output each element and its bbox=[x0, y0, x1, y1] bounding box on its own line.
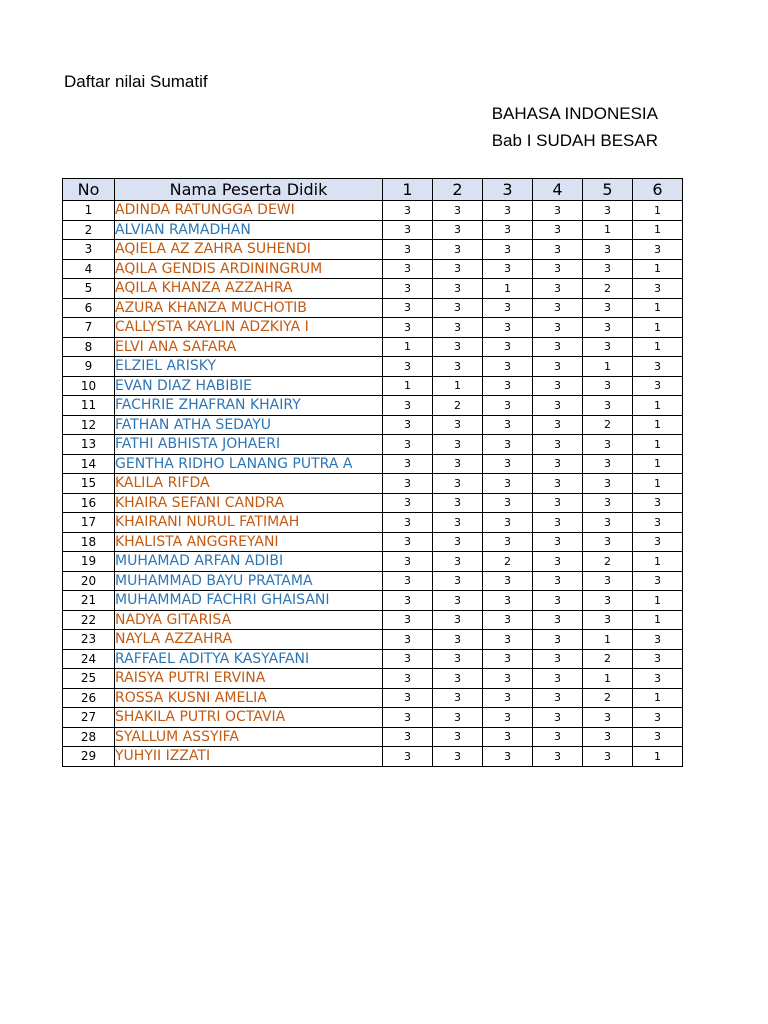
score-cell-5: 3 bbox=[583, 454, 633, 474]
score-cell-2: 3 bbox=[433, 513, 483, 533]
score-cell-5: 3 bbox=[583, 727, 633, 747]
score-cell-5: 3 bbox=[583, 610, 633, 630]
score-cell-1: 3 bbox=[383, 415, 433, 435]
score-cell-3: 3 bbox=[483, 727, 533, 747]
header-score-6: 6 bbox=[633, 179, 683, 201]
score-cell-1: 3 bbox=[383, 727, 433, 747]
score-cell-1: 3 bbox=[383, 240, 433, 260]
score-cell-4: 3 bbox=[533, 649, 583, 669]
student-name: KALILA RIFDA bbox=[115, 474, 383, 494]
score-cell-2: 3 bbox=[433, 630, 483, 650]
table-row bbox=[63, 552, 683, 572]
score-cell-6: 1 bbox=[633, 298, 683, 318]
score-cell-6: 1 bbox=[633, 435, 683, 455]
score-cell-4: 3 bbox=[533, 610, 583, 630]
score-cell-6: 1 bbox=[633, 591, 683, 611]
table-row bbox=[63, 220, 683, 240]
score-cell-5: 3 bbox=[583, 376, 633, 396]
score-cell-2: 3 bbox=[433, 240, 483, 260]
score-cell-6: 1 bbox=[633, 552, 683, 572]
score-cell-3: 3 bbox=[483, 591, 533, 611]
score-cell-5: 2 bbox=[583, 552, 633, 572]
score-cell-1: 1 bbox=[383, 337, 433, 357]
student-name: MUHAMMAD FACHRI GHAISANI bbox=[115, 591, 383, 611]
score-cell-2: 3 bbox=[433, 708, 483, 728]
header-score-1: 1 bbox=[383, 179, 433, 201]
score-cell-1: 3 bbox=[383, 708, 433, 728]
student-name: ELVI ANA SAFARA bbox=[115, 337, 383, 357]
table-row bbox=[63, 376, 683, 396]
score-cell-3: 3 bbox=[483, 747, 533, 767]
table-row bbox=[63, 747, 683, 767]
table-row bbox=[63, 630, 683, 650]
score-cell-2: 3 bbox=[433, 357, 483, 377]
score-cell-5: 3 bbox=[583, 532, 633, 552]
score-cell-1: 3 bbox=[383, 649, 433, 669]
score-cell-3: 3 bbox=[483, 630, 533, 650]
table-row bbox=[63, 435, 683, 455]
row-number: 17 bbox=[63, 513, 115, 533]
student-name: FATHAN ATHA SEDAYU bbox=[115, 415, 383, 435]
score-cell-6: 1 bbox=[633, 688, 683, 708]
table-row bbox=[63, 727, 683, 747]
score-cell-5: 2 bbox=[583, 415, 633, 435]
table-row bbox=[63, 493, 683, 513]
score-cell-2: 3 bbox=[433, 415, 483, 435]
score-cell-6: 3 bbox=[633, 513, 683, 533]
score-cell-1: 3 bbox=[383, 610, 433, 630]
table-row bbox=[63, 201, 683, 221]
header-score-2: 2 bbox=[433, 179, 483, 201]
score-cell-3: 3 bbox=[483, 357, 533, 377]
score-cell-2: 3 bbox=[433, 591, 483, 611]
score-cell-3: 3 bbox=[483, 493, 533, 513]
score-cell-3: 3 bbox=[483, 708, 533, 728]
score-cell-6: 1 bbox=[633, 415, 683, 435]
score-cell-1: 3 bbox=[383, 318, 433, 338]
score-cell-2: 3 bbox=[433, 552, 483, 572]
score-cell-1: 3 bbox=[383, 454, 433, 474]
score-cell-2: 3 bbox=[433, 571, 483, 591]
row-number: 22 bbox=[63, 610, 115, 630]
score-cell-4: 3 bbox=[533, 454, 583, 474]
score-cell-4: 3 bbox=[533, 279, 583, 299]
student-name: RAFFAEL ADITYA KASYAFANI bbox=[115, 649, 383, 669]
score-cell-3: 3 bbox=[483, 318, 533, 338]
score-cell-5: 3 bbox=[583, 571, 633, 591]
score-cell-3: 3 bbox=[483, 513, 533, 533]
score-cell-1: 3 bbox=[383, 259, 433, 279]
score-cell-2: 3 bbox=[433, 610, 483, 630]
score-cell-6: 1 bbox=[633, 318, 683, 338]
score-cell-2: 3 bbox=[433, 337, 483, 357]
score-cell-2: 1 bbox=[433, 376, 483, 396]
score-cell-2: 3 bbox=[433, 747, 483, 767]
score-cell-6: 1 bbox=[633, 610, 683, 630]
score-cell-1: 3 bbox=[383, 747, 433, 767]
score-cell-6: 1 bbox=[633, 454, 683, 474]
score-cell-4: 3 bbox=[533, 552, 583, 572]
row-number: 20 bbox=[63, 571, 115, 591]
score-cell-1: 3 bbox=[383, 571, 433, 591]
header-name: Nama Peserta Didik bbox=[115, 179, 383, 201]
student-name: ELZIEL ARISKY bbox=[115, 357, 383, 377]
score-cell-3: 3 bbox=[483, 571, 533, 591]
score-cell-6: 1 bbox=[633, 337, 683, 357]
student-name: ROSSA KUSNI AMELIA bbox=[115, 688, 383, 708]
table-row bbox=[63, 454, 683, 474]
row-number: 13 bbox=[63, 435, 115, 455]
score-cell-4: 3 bbox=[533, 376, 583, 396]
row-number: 5 bbox=[63, 279, 115, 299]
row-number: 25 bbox=[63, 669, 115, 689]
score-cell-2: 3 bbox=[433, 298, 483, 318]
row-number: 27 bbox=[63, 708, 115, 728]
row-number: 18 bbox=[63, 532, 115, 552]
score-cell-2: 3 bbox=[433, 649, 483, 669]
grades-table bbox=[62, 178, 683, 767]
row-number: 23 bbox=[63, 630, 115, 650]
table-row bbox=[63, 337, 683, 357]
row-number: 21 bbox=[63, 591, 115, 611]
student-name: AQILA GENDIS ARDININGRUM bbox=[115, 259, 383, 279]
score-cell-3: 3 bbox=[483, 474, 533, 494]
score-cell-5: 3 bbox=[583, 493, 633, 513]
score-cell-3: 3 bbox=[483, 376, 533, 396]
table-row bbox=[63, 415, 683, 435]
score-cell-4: 3 bbox=[533, 474, 583, 494]
score-cell-5: 3 bbox=[583, 435, 633, 455]
score-cell-4: 3 bbox=[533, 532, 583, 552]
table-row bbox=[63, 474, 683, 494]
score-cell-5: 3 bbox=[583, 591, 633, 611]
table-row bbox=[63, 688, 683, 708]
score-cell-4: 3 bbox=[533, 708, 583, 728]
score-cell-3: 3 bbox=[483, 396, 533, 416]
row-number: 8 bbox=[63, 337, 115, 357]
score-cell-3: 3 bbox=[483, 337, 533, 357]
score-cell-4: 3 bbox=[533, 727, 583, 747]
score-cell-4: 3 bbox=[533, 357, 583, 377]
score-cell-6: 1 bbox=[633, 474, 683, 494]
score-cell-3: 3 bbox=[483, 688, 533, 708]
row-number: 29 bbox=[63, 747, 115, 767]
score-cell-6: 1 bbox=[633, 396, 683, 416]
student-name: MUHAMAD ARFAN ADIBI bbox=[115, 552, 383, 572]
score-cell-6: 3 bbox=[633, 357, 683, 377]
student-name: SYALLUM ASSYIFA bbox=[115, 727, 383, 747]
score-cell-5: 3 bbox=[583, 747, 633, 767]
score-cell-4: 3 bbox=[533, 415, 583, 435]
score-cell-6: 1 bbox=[633, 201, 683, 221]
chapter-name: Bab I SUDAH BESAR bbox=[491, 131, 658, 150]
table-row bbox=[63, 532, 683, 552]
score-cell-5: 3 bbox=[583, 298, 633, 318]
score-cell-5: 3 bbox=[583, 337, 633, 357]
student-name: FACHRIE ZHAFRAN KHAIRY bbox=[115, 396, 383, 416]
table-row bbox=[63, 279, 683, 299]
score-cell-5: 3 bbox=[583, 201, 633, 221]
student-name: AQIELA AZ ZAHRA SUHENDI bbox=[115, 240, 383, 260]
score-cell-2: 3 bbox=[433, 454, 483, 474]
score-cell-4: 3 bbox=[533, 630, 583, 650]
score-cell-6: 3 bbox=[633, 279, 683, 299]
score-cell-2: 3 bbox=[433, 474, 483, 494]
score-cell-6: 3 bbox=[633, 630, 683, 650]
student-name: ALVIAN RAMADHAN bbox=[115, 220, 383, 240]
table-row bbox=[63, 259, 683, 279]
row-number: 11 bbox=[63, 396, 115, 416]
table-row bbox=[63, 240, 683, 260]
row-number: 10 bbox=[63, 376, 115, 396]
score-cell-4: 3 bbox=[533, 396, 583, 416]
score-cell-1: 3 bbox=[383, 532, 433, 552]
score-cell-4: 3 bbox=[533, 591, 583, 611]
score-cell-2: 3 bbox=[433, 493, 483, 513]
score-cell-1: 3 bbox=[383, 688, 433, 708]
score-cell-6: 1 bbox=[633, 220, 683, 240]
score-cell-3: 3 bbox=[483, 259, 533, 279]
score-cell-6: 1 bbox=[633, 747, 683, 767]
score-cell-6: 3 bbox=[633, 493, 683, 513]
table-row bbox=[63, 669, 683, 689]
table-row bbox=[63, 298, 683, 318]
score-cell-4: 3 bbox=[533, 240, 583, 260]
score-cell-6: 3 bbox=[633, 571, 683, 591]
table-row bbox=[63, 591, 683, 611]
table-row bbox=[63, 396, 683, 416]
score-cell-5: 3 bbox=[583, 259, 633, 279]
score-cell-6: 1 bbox=[633, 259, 683, 279]
student-name: SHAKILA PUTRI OCTAVIA bbox=[115, 708, 383, 728]
score-cell-5: 3 bbox=[583, 513, 633, 533]
student-name: FATHI ABHISTA JOHAERI bbox=[115, 435, 383, 455]
score-cell-3: 3 bbox=[483, 532, 533, 552]
score-cell-5: 1 bbox=[583, 357, 633, 377]
score-cell-4: 3 bbox=[533, 318, 583, 338]
header-score-3: 3 bbox=[483, 179, 533, 201]
row-number: 26 bbox=[63, 688, 115, 708]
score-cell-5: 2 bbox=[583, 688, 633, 708]
score-cell-1: 3 bbox=[383, 474, 433, 494]
score-cell-5: 2 bbox=[583, 279, 633, 299]
student-name: NADYA GITARISA bbox=[115, 610, 383, 630]
score-cell-2: 3 bbox=[433, 220, 483, 240]
score-cell-5: 3 bbox=[583, 708, 633, 728]
score-cell-1: 3 bbox=[383, 220, 433, 240]
score-cell-5: 3 bbox=[583, 474, 633, 494]
score-cell-3: 3 bbox=[483, 649, 533, 669]
score-cell-2: 3 bbox=[433, 669, 483, 689]
score-cell-5: 1 bbox=[583, 220, 633, 240]
score-cell-4: 3 bbox=[533, 513, 583, 533]
student-name: KHAIRA SEFANI CANDRA bbox=[115, 493, 383, 513]
row-number: 15 bbox=[63, 474, 115, 494]
student-name: YUHYII IZZATI bbox=[115, 747, 383, 767]
row-number: 19 bbox=[63, 552, 115, 572]
score-cell-4: 3 bbox=[533, 220, 583, 240]
student-name: AZURA KHANZA MUCHOTIB bbox=[115, 298, 383, 318]
score-cell-2: 3 bbox=[433, 259, 483, 279]
score-cell-6: 3 bbox=[633, 669, 683, 689]
score-cell-1: 3 bbox=[383, 630, 433, 650]
score-cell-5: 3 bbox=[583, 240, 633, 260]
row-number: 6 bbox=[63, 298, 115, 318]
score-cell-4: 3 bbox=[533, 201, 583, 221]
score-cell-4: 3 bbox=[533, 435, 583, 455]
score-cell-3: 3 bbox=[483, 454, 533, 474]
row-number: 7 bbox=[63, 318, 115, 338]
row-number: 4 bbox=[63, 259, 115, 279]
row-number: 1 bbox=[63, 201, 115, 221]
student-name: NAYLA AZZAHRA bbox=[115, 630, 383, 650]
row-number: 28 bbox=[63, 727, 115, 747]
table-row bbox=[63, 610, 683, 630]
row-number: 12 bbox=[63, 415, 115, 435]
score-cell-6: 3 bbox=[633, 727, 683, 747]
table-row bbox=[63, 513, 683, 533]
score-cell-5: 3 bbox=[583, 318, 633, 338]
row-number: 24 bbox=[63, 649, 115, 669]
score-cell-3: 3 bbox=[483, 435, 533, 455]
table-header-row bbox=[63, 179, 683, 201]
score-cell-3: 1 bbox=[483, 279, 533, 299]
student-name: MUHAMMAD BAYU PRATAMA bbox=[115, 571, 383, 591]
table-row bbox=[63, 649, 683, 669]
student-name: KHAIRANI NURUL FATIMAH bbox=[115, 513, 383, 533]
score-cell-2: 3 bbox=[433, 727, 483, 747]
score-cell-1: 3 bbox=[383, 298, 433, 318]
score-cell-1: 3 bbox=[383, 552, 433, 572]
score-cell-4: 3 bbox=[533, 747, 583, 767]
score-cell-6: 3 bbox=[633, 532, 683, 552]
score-cell-2: 3 bbox=[433, 279, 483, 299]
score-cell-1: 3 bbox=[383, 201, 433, 221]
score-cell-4: 3 bbox=[533, 337, 583, 357]
score-cell-1: 3 bbox=[383, 493, 433, 513]
score-cell-1: 3 bbox=[383, 435, 433, 455]
score-cell-3: 3 bbox=[483, 669, 533, 689]
row-number: 9 bbox=[63, 357, 115, 377]
score-cell-1: 3 bbox=[383, 513, 433, 533]
student-name: EVAN DIAZ HABIBIE bbox=[115, 376, 383, 396]
score-cell-3: 3 bbox=[483, 415, 533, 435]
document-title: Daftar nilai Sumatif bbox=[64, 72, 208, 91]
score-cell-1: 3 bbox=[383, 357, 433, 377]
student-name: KHALISTA ANGGREYANI bbox=[115, 532, 383, 552]
score-cell-1: 3 bbox=[383, 279, 433, 299]
score-cell-5: 1 bbox=[583, 630, 633, 650]
score-cell-3: 3 bbox=[483, 201, 533, 221]
score-cell-4: 3 bbox=[533, 688, 583, 708]
score-cell-6: 3 bbox=[633, 649, 683, 669]
score-cell-2: 3 bbox=[433, 201, 483, 221]
header-score-5: 5 bbox=[583, 179, 633, 201]
score-cell-2: 2 bbox=[433, 396, 483, 416]
score-cell-1: 1 bbox=[383, 376, 433, 396]
score-cell-3: 3 bbox=[483, 298, 533, 318]
table-row bbox=[63, 357, 683, 377]
score-cell-3: 3 bbox=[483, 240, 533, 260]
header-no: No bbox=[63, 179, 115, 201]
score-cell-2: 3 bbox=[433, 688, 483, 708]
row-number: 16 bbox=[63, 493, 115, 513]
student-name: GENTHA RIDHO LANANG PUTRA A bbox=[115, 454, 383, 474]
score-cell-5: 2 bbox=[583, 649, 633, 669]
score-cell-4: 3 bbox=[533, 669, 583, 689]
score-cell-1: 3 bbox=[383, 669, 433, 689]
score-cell-1: 3 bbox=[383, 591, 433, 611]
score-cell-5: 3 bbox=[583, 396, 633, 416]
score-cell-2: 3 bbox=[433, 532, 483, 552]
student-name: RAISYA PUTRI ERVINA bbox=[115, 669, 383, 689]
score-cell-5: 1 bbox=[583, 669, 633, 689]
score-cell-4: 3 bbox=[533, 493, 583, 513]
student-name: AQILA KHANZA AZZAHRA bbox=[115, 279, 383, 299]
table-body bbox=[63, 201, 683, 767]
row-number: 14 bbox=[63, 454, 115, 474]
table-row bbox=[63, 318, 683, 338]
score-cell-6: 3 bbox=[633, 708, 683, 728]
score-cell-4: 3 bbox=[533, 571, 583, 591]
score-cell-6: 3 bbox=[633, 240, 683, 260]
score-cell-4: 3 bbox=[533, 298, 583, 318]
score-cell-3: 3 bbox=[483, 610, 533, 630]
score-cell-4: 3 bbox=[533, 259, 583, 279]
score-cell-6: 3 bbox=[633, 376, 683, 396]
score-cell-2: 3 bbox=[433, 318, 483, 338]
score-cell-3: 2 bbox=[483, 552, 533, 572]
score-cell-3: 3 bbox=[483, 220, 533, 240]
table-row bbox=[63, 708, 683, 728]
subject-name: BAHASA INDONESIA bbox=[491, 104, 658, 123]
score-cell-1: 3 bbox=[383, 396, 433, 416]
table-row bbox=[63, 571, 683, 591]
row-number: 2 bbox=[63, 220, 115, 240]
header-score-4: 4 bbox=[533, 179, 583, 201]
student-name: ADINDA RATUNGGA DEWI bbox=[115, 201, 383, 221]
subject-heading bbox=[492, 100, 658, 154]
row-number: 3 bbox=[63, 240, 115, 260]
score-cell-2: 3 bbox=[433, 435, 483, 455]
student-name: CALLYSTA KAYLIN ADZKIYA I bbox=[115, 318, 383, 338]
